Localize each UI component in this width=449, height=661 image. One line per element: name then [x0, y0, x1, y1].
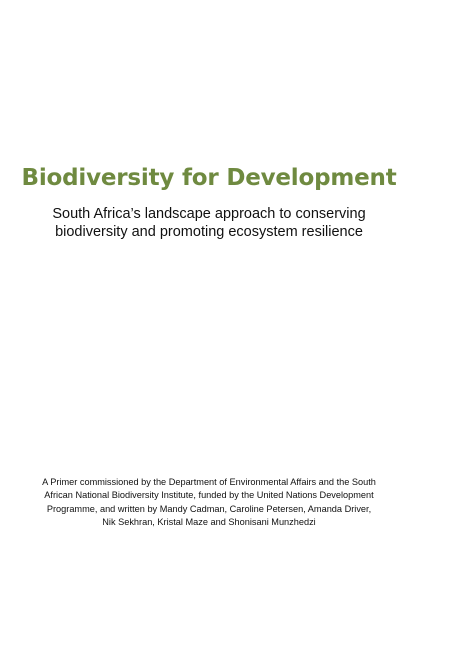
credits-line-1: A Primer commissioned by the Department of Environmental Affairs and the South	[42, 477, 376, 487]
credits-line-2: African National Biodiversity Institute, funded by the United Nations Development	[44, 490, 374, 501]
credits-block	[0, 476, 418, 529]
subtitle-line-1: South Africa’s landscape approach to conserving	[52, 206, 366, 222]
credits-line-4: Nik Sekhran, Kristal Maze and Shonisani Munzhedzi	[102, 516, 316, 527]
credits-line-3: Programme, and written by Mandy Cadman, Caroline Petersen, Amanda Driver,	[46, 503, 372, 514]
page-title: Biodiversity for Development	[21, 165, 397, 191]
subtitle	[0, 205, 418, 241]
subtitle-line-2: biodiversity and promoting ecosystem resilience	[55, 224, 363, 240]
